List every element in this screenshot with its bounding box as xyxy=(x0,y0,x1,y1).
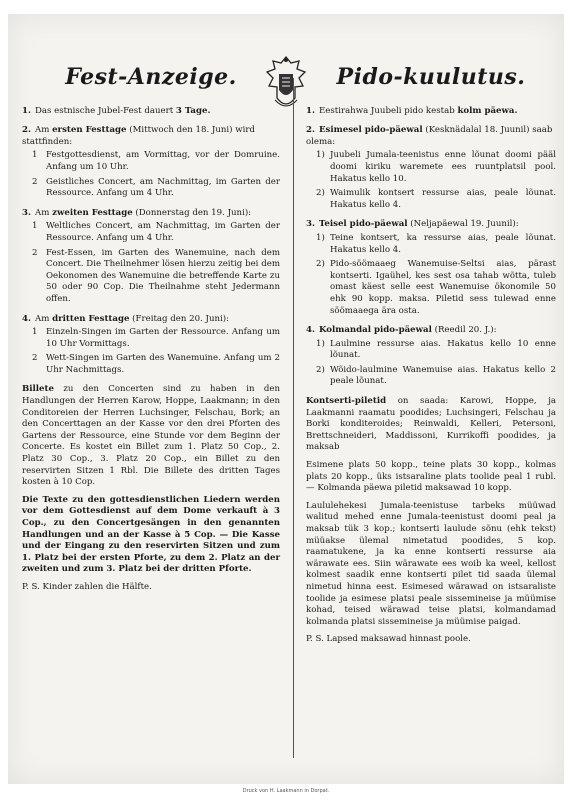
section-pre: Am xyxy=(34,125,53,136)
texte-paragraph: Die Texte zu den gottesdienstlichen Liedern werden vor dem Gottesdienst auf dem Dome verkauft à 3 Cop., zu den Concertgesängen in den genannten Handlungen und an der Kasse à 5 Cop. — Die Kasse und der Eingang zu den reservirten Sitzen und zum 1. Platz bei der ersten Pforte, zu dem 2. Platz an der zweiten und zum 3. Platz bei der dritten Pforte. xyxy=(22,494,280,575)
section-pre: Am xyxy=(34,207,53,218)
german-section-2 xyxy=(22,125,280,148)
estonian-section-1 xyxy=(306,106,556,118)
item-text: Einzeln-Singen im Garten der Ressource. Anfang um 10 Uhr Vormittags. xyxy=(46,327,280,349)
piletid-heading: Kontserti-piletid xyxy=(306,396,387,407)
billets-paragraph xyxy=(22,384,280,488)
item-text: Teine kontsert, ka ressurse aias, peale lõunat. Hakatus kello 4. xyxy=(330,232,556,255)
list-item xyxy=(316,233,556,256)
estonian-title: Pido-kuulutus. xyxy=(336,64,526,90)
german-column xyxy=(22,14,280,597)
estonian-section-4 xyxy=(306,325,556,337)
item-text: Festgottesdienst, am Vormittag, vor der Domruine. Anfang um 10 Uhr. xyxy=(46,150,280,172)
list-item xyxy=(32,150,280,173)
section-bold: dritten Festtage xyxy=(52,313,130,324)
section-text: (Reedil 20. J.): xyxy=(431,325,497,336)
section-number: 2. xyxy=(306,125,315,136)
item-number: 1) xyxy=(316,338,325,349)
german-postscript: P. S. Kinder zahlen die Hälfte. xyxy=(22,581,152,592)
section-bold: Esimesel pido-päewal xyxy=(318,125,423,136)
item-number: 2 xyxy=(32,353,38,364)
section-bold: Teisel pido-päewal xyxy=(318,219,408,230)
section-number: 4. xyxy=(306,325,315,336)
estonian-postscript: P. S. Lapsed maksawad hinnast poole. xyxy=(306,634,471,645)
german-section-3 xyxy=(22,208,280,220)
piletid-text: on saada: Karowi, Hoppe, ja Laakmanni raamatu poodides; Luchsingeri, Felschau ja Borki konditeroides; Reinwaldi, Kelleri, Petersoni, Brettschneideri, Maddissoni, Kurrikoffi poodides, ja maksab xyxy=(306,396,556,453)
item-text: Geistliches Concert, am Nachmittag, im Garten der Ressource. Anfang um 4 Uhr. xyxy=(46,176,280,199)
section-bold: zweiten Festtage xyxy=(52,207,133,218)
section-number: 2. xyxy=(22,125,31,136)
section-bold: 3 Tage. xyxy=(175,105,211,116)
section-text: Das estnische Jubel-Fest dauert xyxy=(34,105,176,116)
section-text: (Mittwoch den 18. Juni) wird stattfinden: xyxy=(22,125,255,147)
item-text: Fest-Essen, im Garten des Wanemuine, nach dem Concert. Die Theilnehmer lösen hierzu zeitig bei dem Oekonomen des Wanemuine die betreffende Karte zu 50 oder 90 Cop. Die Theilnahme steht Jedermann offen. xyxy=(46,247,280,304)
list-item xyxy=(316,150,556,185)
item-number: 2 xyxy=(32,247,38,258)
section-bold: kolm päewa. xyxy=(457,105,518,116)
list-item xyxy=(32,327,280,350)
section-text: (Donnerstag den 19. Juni): xyxy=(132,207,252,218)
poster-sheet xyxy=(8,14,564,794)
item-text: Laulmine ressurse aias. Hakatus kello 10 enne lõunat. xyxy=(330,338,556,361)
prices-paragraph: Esimene plats 50 kopp., teine plats 30 kopp., kolmas plats 20 kopp., üks istsaraline plats toolide peal 1 rubl. — Kolmanda päewa piletid maksawad 10 kopp. xyxy=(306,460,556,494)
section-pre: Am xyxy=(34,313,53,324)
section-text: (Kesknädalal 18. Juunil) saab olema: xyxy=(306,125,553,147)
item-number: 2) xyxy=(316,364,325,375)
section-number: 4. xyxy=(22,313,31,324)
section-number: 3. xyxy=(306,219,315,230)
billets-text: zu den Concerten sind zu haben in den Handlungen der Herren Karow, Hoppe, Laakmann; in den Conditoreien der Herren Luchsinger, Felschau, Bork; an den Concerttagen an der Kasse vor den drei Pforten des Gartens der Ressource, eine Stunde vor dem Beginn der Concerte. Es kostet ein Billet zum 1. Platz 50 Cop., 2. Platz 30 Cop., 3. Platz 20 Cop., ein Billet zu den reservirten Sitzen 1 Rbl. Die Billete des dritten Tages kosten à 10 Cop. xyxy=(22,384,280,488)
piletid-paragraph xyxy=(306,396,556,454)
list-item xyxy=(32,177,280,200)
item-text: Wõido-laulmine Wanemuise aias. Hakatus kello 2 peale lõunat. xyxy=(330,364,556,387)
item-number: 2 xyxy=(32,176,38,187)
list-item xyxy=(316,188,556,211)
section-number: 3. xyxy=(22,207,31,218)
german-section-4 xyxy=(22,314,280,326)
section-bold: ersten Festtage xyxy=(52,125,127,136)
section-number: 1. xyxy=(22,105,31,116)
item-text: Wett-Singen im Garten des Wanemuine. Anfang um 2 Uhr Nachmittags. xyxy=(46,353,280,375)
list-item xyxy=(316,259,556,317)
column-divider xyxy=(293,78,294,758)
estonian-section-3 xyxy=(306,219,556,231)
list-item xyxy=(316,365,556,388)
billets-heading: Billete xyxy=(22,384,54,395)
estonian-column xyxy=(306,14,556,649)
list-item xyxy=(32,221,280,244)
item-text: Waimulik kontsert ressurse aias, peale lõunat. Hakatus kello 4. xyxy=(330,188,556,210)
item-number: 2) xyxy=(316,188,325,199)
german-title: Fest-Anzeige. xyxy=(65,64,237,90)
list-item xyxy=(32,353,280,376)
item-number: 1 xyxy=(32,221,38,232)
printer-imprint: Druck von H. Laakmann in Dorpat. xyxy=(242,788,330,794)
item-number: 1) xyxy=(316,150,325,161)
item-text: Pido-söömaaeg Wanemuise-Seltsi aias, pärast kontserti. Igaühel, kes sest osa tahab wõtta, tuleb omast käest selle eest Wanemuise ökonomile 50 ehk 90 kopp. maksa. Piletid sess tulewad enne söömaaega ära osta. xyxy=(330,259,556,316)
item-number: 1 xyxy=(32,150,38,161)
section-bold: Kolmandal pido-päewal xyxy=(318,325,432,336)
song-texts-paragraph: Laululehekesi Jumala-teenistuse tarbeks müüwad walitud mehed enne Jumala-teenistust doomi peal ja maksab tük 3 kop.; kontserti laulude sõnu (ehk tekst) müüakse ülemal nimetatud poodides, 5 kop. raamatukene, ja ka enne kontserti ressurse aia wärawate ees. Siin wärawate ees woib ka weel, kellost kolmest saadik enne kontserti pilet tid saada ülemal nimetud hinna eest. Esimesed wärawad on istsaraliste toolide ja esimese platsi peale sissemineise ja müümise kohad, teised wärawad teise platsi, kolmandamad kolmanda platsi sissemineise ja müümise paigad. xyxy=(306,500,556,627)
list-item xyxy=(316,339,556,362)
german-section-1 xyxy=(22,106,280,118)
item-text: Weltliches Concert, am Nachmittag, im Garten der Ressource. Anfang um 4 Uhr. xyxy=(46,221,280,243)
item-number: 1 xyxy=(32,327,38,338)
section-text: (Neljapäewal 19. Juunil): xyxy=(407,219,519,230)
item-number: 1) xyxy=(316,232,325,243)
estonian-section-2 xyxy=(306,125,556,148)
item-text: Juubeli Jumala-teenistus enne lõunat doomi pääl doomi kiriku waremete ees ruuntplatsil pool. Hakatus kello 10. xyxy=(330,150,556,184)
section-text: (Freitag den 20. Juni): xyxy=(129,313,230,324)
section-number: 1. xyxy=(306,105,315,116)
list-item xyxy=(32,248,280,306)
section-text: Eestirahwa Juubeli pido kestab xyxy=(318,105,458,116)
item-number: 2) xyxy=(316,259,325,270)
